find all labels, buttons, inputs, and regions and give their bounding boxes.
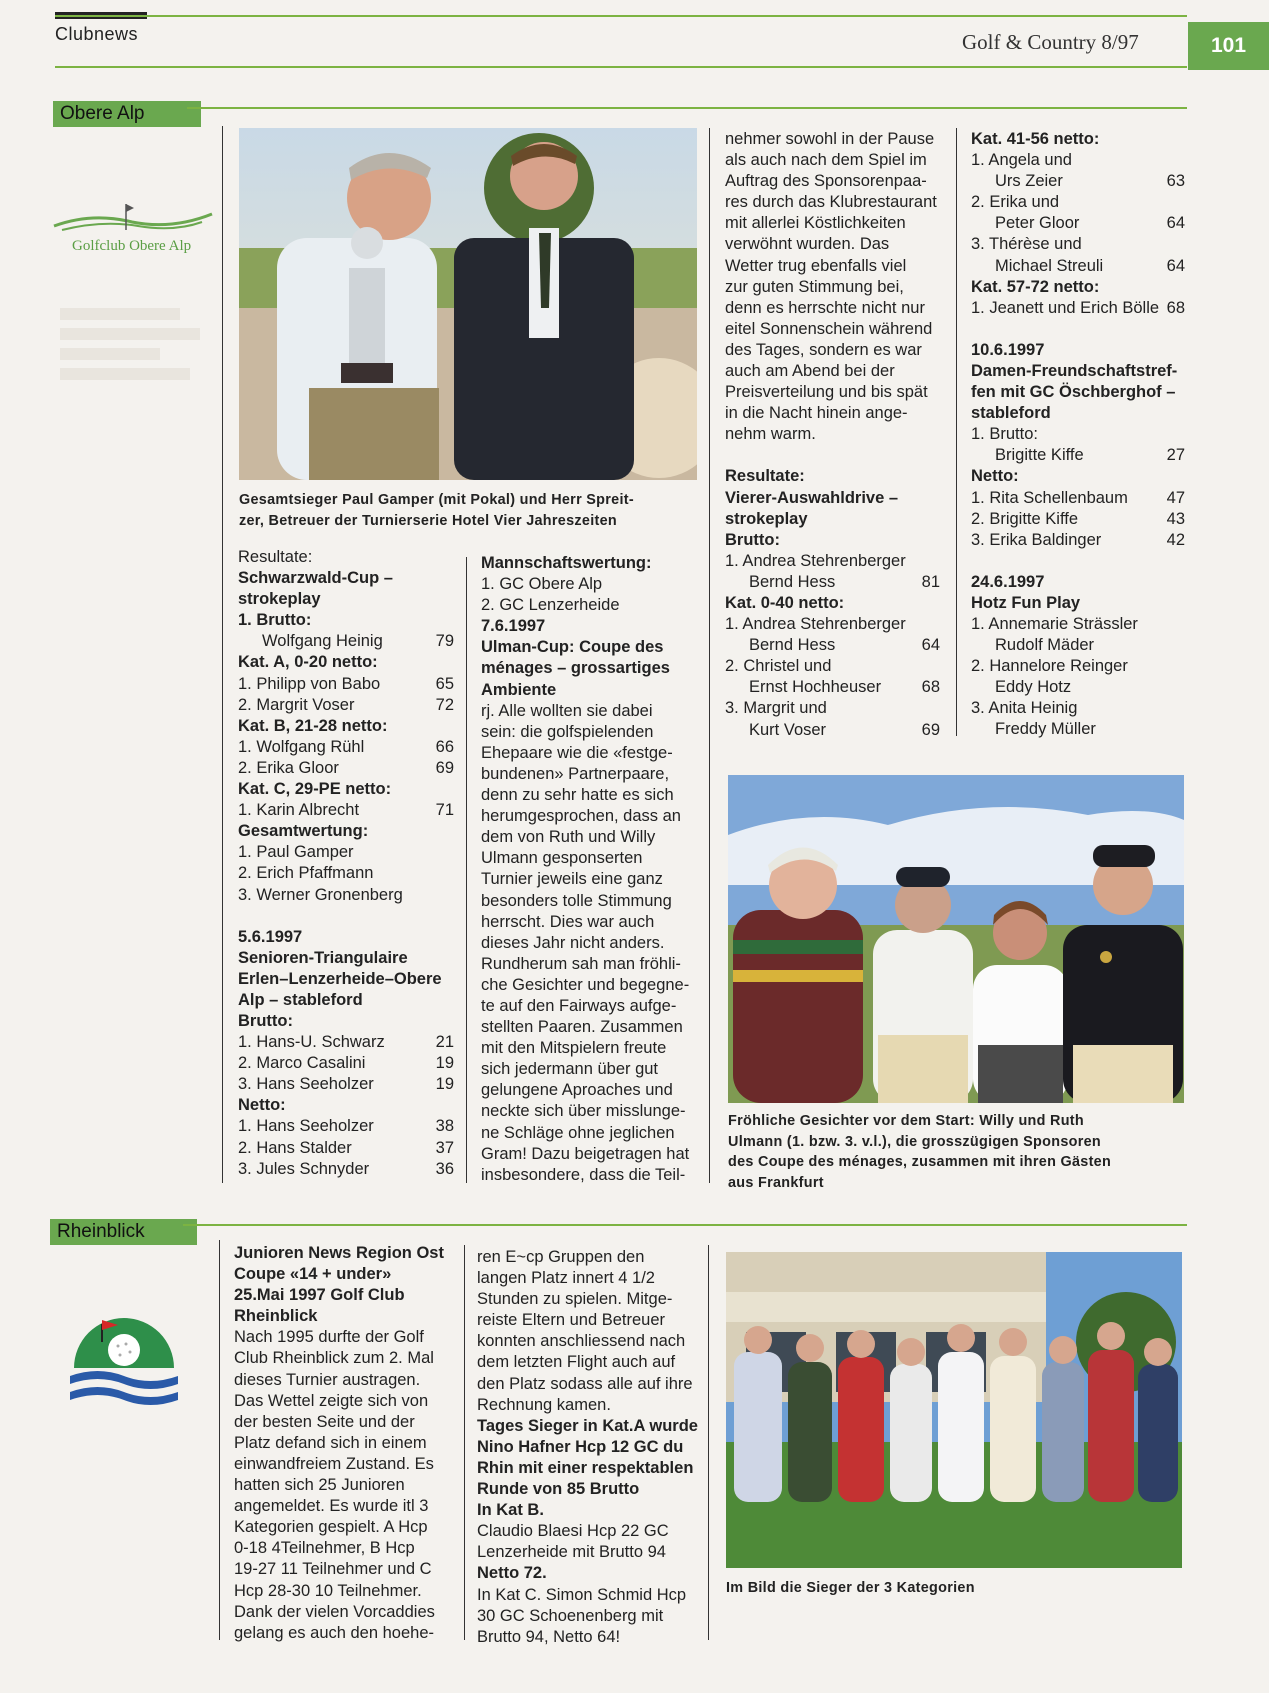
result-row: 2. Margrit Voser 72: [238, 695, 454, 714]
page-bleed-texture: [60, 300, 210, 388]
result-row: 1. Philipp von Babo 65: [238, 674, 454, 693]
result-row: Wolfgang Heinig 79: [262, 632, 454, 651]
photo-junior-winners: [726, 1252, 1182, 1568]
column-divider: [956, 128, 957, 736]
result-row: Brigitte Kiffe 27: [995, 446, 1185, 465]
results-column-1: Resultate: Schwarzwald-Cup – strokeplay 1. Brutto: Wolfgang Heinig 79 Kat. A, 0-20 netto: 1. Philipp von Babo 65 2. Margrit Voser 72 Kat. B, 21-28 netto: 1. Wolfgang Rühl 66 2. Erika Gloor 69 Kat. C, 29-PE netto: 1. Karin Albrecht 71 Gesamtwertung: 1. Paul Gamper 2. Erich Pfaffmann 3. Werner Gronenberg 5.6.1997 Senioren-Triangulaire Erlen–Lenzerheide–Obere Alp – stableford Brutto: 1. Hans-U. Schwarz 21 2. Marco Casalini 19 3. Hans Seeholzer 19 Netto: 1. Hans Seeholzer 38 2. Hans Stalder 37 3. Jules Schnyder 36: [238, 547, 454, 1180]
result-row: 1. Jeanett und Erich Bölle 68: [971, 298, 1185, 317]
column-divider: [222, 126, 223, 1183]
result-row: 1. Wolfgang Rühl 66: [238, 737, 454, 756]
result-row: 1. Karin Albrecht 71: [238, 801, 454, 820]
section-rule: [187, 107, 1187, 109]
results-column-4: Kat. 41-56 netto: 1. Angela und Urs Zeier 63 2. Erika und Peter Gloor 64 3. Thérèse und Michael Streuli 64 Kat. 57-72 netto: 1. Jeanett und Erich Bölle 68 10.6.1997 Damen-Freundschaftstref- fen mit GC Öschberghof – stableford 1. Brutto: Brigitte Kiffe 27 Netto: 1. Rita Schellenbaum 47 2. Brigitte Kiffe 43 3. Erika Baldinger 42 24.6.1997 Hotz Fun Play 1. Annemarie Strässler Rudolf Mäder 2. Hannelore Reinger Eddy Hotz 3. Anita Heinig Freddy Müller: [971, 130, 1185, 739]
result-row: Peter Gloor 64: [995, 214, 1185, 233]
golf-flag-logo-icon: [52, 200, 214, 242]
column-divider: [709, 128, 710, 1183]
club-tag-obere-alp: Obere Alp: [53, 101, 201, 127]
result-row: Bernd Hess 81: [749, 572, 940, 591]
column-divider: [219, 1240, 220, 1640]
golf-ball-water-logo-icon: [68, 1310, 180, 1410]
result-row: 3. Hans Seeholzer 19: [238, 1075, 454, 1094]
result-row: 1. Hans-U. Schwarz 21: [238, 1033, 454, 1052]
column-divider: [464, 1245, 465, 1640]
column-divider: [708, 1245, 709, 1640]
photo-sponsors-golfers: [728, 775, 1184, 1103]
column-divider: [466, 557, 467, 1183]
section-label: Clubnews: [55, 24, 139, 44]
photo-caption-trophy: Gesamtsieger Paul Gamper (mit Pokal) und Herr Spreit- zer, Betreuer der Turnierserie Hotel Vier Jahreszeiten: [239, 492, 634, 529]
logo-text: Golfclub Obere Alp: [72, 238, 192, 254]
header-top-rule: [55, 15, 1187, 17]
result-row: 2. Hans Stalder 37: [238, 1138, 454, 1157]
result-row: Urs Zeier 63: [995, 172, 1185, 191]
rheinblick-logo: [68, 1310, 180, 1410]
section-rule: [183, 1224, 1187, 1226]
result-row: 2. Erika Gloor 69: [238, 758, 454, 777]
result-row: Bernd Hess 64: [749, 636, 940, 655]
result-row: Michael Streuli 64: [995, 256, 1185, 275]
result-row: Kurt Voser 69: [749, 720, 940, 739]
magazine-title: Golf & Country 8/97: [962, 30, 1139, 54]
rheinblick-column-1: Junioren News Region Ost Coupe «14 + under» 25.Mai 1997 Golf Club Rheinblick Nach 1995 durfte der Golf Club Rheinblick zum 2. Mal dieses Turnier austragen. Das Wettel zeigte sich von der besten Seite und der Platz defand sich in einem einwandfreiem Zustand. Es hatten sich 25 Junioren angemeldet. Es wurde itl 3 Kategorien gespielt. A Hcp 0-18 4Teilnehmer, B Hcp 19-27 11 Teilnehmer und C Hcp 28-30 10 Teilnehmer. Dank der vielen Vorcaddies gelang es auch den hoehe-: [234, 1244, 444, 1642]
result-row: 1. Rita Schellenbaum 47: [971, 488, 1185, 507]
result-row: 3. Erika Baldinger 42: [971, 530, 1185, 549]
header-rule: [55, 66, 1187, 68]
result-row: 1. Hans Seeholzer 38: [238, 1117, 454, 1136]
result-row: 3. Jules Schnyder 36: [238, 1159, 454, 1178]
photo-caption-juniors: Im Bild die Sieger der 3 Kategorien: [726, 1580, 975, 1596]
article-column-2: Mannschaftswertung: 1. GC Obere Alp 2. GC Lenzerheide 7.6.1997 Ulman-Cup: Coupe des ménages – grossartiges Ambiente rj. Alle wollten sie dabei sein: die golfspielenden Ehepaare wie die «festge- bundenen» Partnerpaare, denn zu sehr hatte es sich herumgesprochen, dass an dem von Ruth und Willy Ulmann gesponserten Turnier jeweils eine ganz besonders tolle Stimmung herrscht. Dies war auch dieses Jahr nicht anders. Rundherum sah man fröhli- che Gesichter und begegne- te auf den Fairways aufge- stellten Paaren. Zusammen mit den Mitspielern freute sich jedermann über gut gelungene Aproaches und neckte sich über misslunge- ne Schläge ohne jeglichen Gram! Dazu beigetragen hat insbesondere, dass die Teil-: [481, 554, 690, 1184]
article-column-3: nehmer sowohl in der Pause als auch nach dem Spiel im Auftrag des Sponsorenpaa- res durch das Klubrestaurant mit allerlei Köstlichkeiten verwöhnt wurden. Das Wetter trug ebenfalls viel zur guten Stimmung bei, denn es herrschte nicht nur eitel Sonnenschein während des Tages, sondern es war auch am Abend bei der Preisverteilung und bis spät in die Nacht hinein ange- nehm warm. Resultate: Vierer-Auswahldrive – strokeplay Brutto: 1. Andrea Stehrenberger Bernd Hess 81 Kat. 0-40 netto: 1. Andrea Stehrenberger Bernd Hess 64 2. Christel und Ernst Hochheuser 68 3. Margrit und Kurt Voser 69: [725, 129, 940, 741]
club-tag-rheinblick: Rheinblick: [50, 1219, 197, 1245]
result-row: Ernst Hochheuser 68: [749, 678, 940, 697]
result-row: 2. Marco Casalini 19: [238, 1054, 454, 1073]
photo-caption-sponsors: Fröhliche Gesichter vor dem Start: Willy und Ruth Ulmann (1. bzw. 3. v.l.), die grosszügigen Sponsoren des Coupe des ménages, zusammen mit ihren Gästen aus Frankfurt: [728, 1113, 1112, 1191]
photo-trophy-winners: [239, 128, 697, 480]
result-row: 2. Brigitte Kiffe 43: [971, 509, 1185, 528]
rheinblick-column-2: ren E~cp Gruppen den langen Platz innert 4 1/2 Stunden zu spielen. Mitge- reiste Eltern und Betreuer konnten anschliessend nach dem letzten Flight auch auf den Platz sodass alle auf ihre Rechnung kamen. Tages Sieger in Kat.A wurde Nino Hafner Hcp 12 GC du Rhin mit einer respektablen Runde von 85 Brutto In Kat B. Claudio Blaesi Hcp 22 GC Lenzerheide mit Brutto 94 Netto 72. In Kat C. Simon Schmid Hcp 30 GC Schoenenberg mit Brutto 94, Netto 64!: [477, 1248, 698, 1646]
page-number: 101: [1188, 22, 1269, 70]
obere-alp-logo: [52, 200, 214, 260]
